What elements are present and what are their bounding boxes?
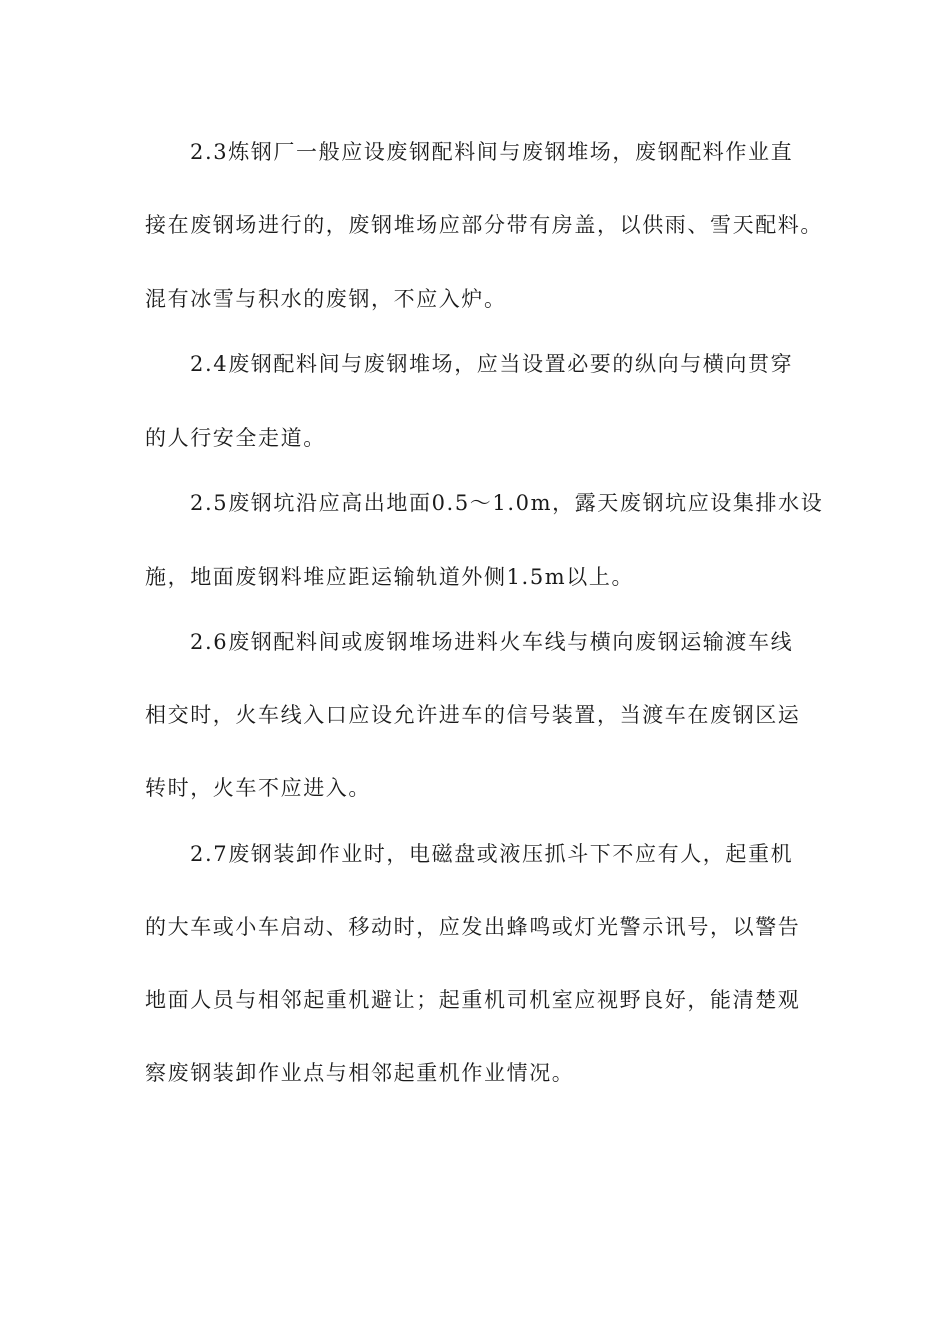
clause-2-4-line-2: 的人行安全走道。 xyxy=(145,426,326,450)
clause-2-6-line-3: 转时，火车不应进入。 xyxy=(145,776,371,800)
clause-2-6-line-1: 2.6废钢配料间或废钢堆场进料火车线与横向废钢运输渡车线 xyxy=(190,630,794,654)
clause-2-3-line-1: 2.3炼钢厂一般应设废钢配料间与废钢堆场，废钢配料作业直 xyxy=(190,140,794,164)
clause-2-6-line-2: 相交时，火车线入口应设允许进车的信号装置，当渡车在废钢区运 xyxy=(145,703,801,727)
clause-2-5-line-1: 2.5废钢坑沿应高出地面0.5～1.0m，露天废钢坑应设集排水设 xyxy=(190,491,824,515)
clause-2-5-line-2: 施，地面废钢料堆应距运输轨道外侧1.5m以上。 xyxy=(145,565,635,589)
clause-2-4-line-1: 2.4废钢配料间与废钢堆场，应当设置必要的纵向与横向贯穿 xyxy=(190,352,794,376)
clause-2-7-line-3: 地面人员与相邻起重机避让；起重机司机室应视野良好，能清楚观 xyxy=(145,988,801,1012)
clause-2-3-line-2: 接在废钢场进行的，废钢堆场应部分带有房盖，以供雨、雪天配料。 xyxy=(145,213,823,237)
clause-2-7-line-2: 的大车或小车启动、移动时，应发出蜂鸣或灯光警示讯号，以警告 xyxy=(145,915,801,939)
clause-2-7-line-4: 察废钢装卸作业点与相邻起重机作业情况。 xyxy=(145,1061,575,1085)
clause-2-3-line-3: 混有冰雪与积水的废钢，不应入炉。 xyxy=(145,287,507,311)
clause-2-7-line-1: 2.7废钢装卸作业时，电磁盘或液压抓斗下不应有人，起重机 xyxy=(190,842,794,866)
